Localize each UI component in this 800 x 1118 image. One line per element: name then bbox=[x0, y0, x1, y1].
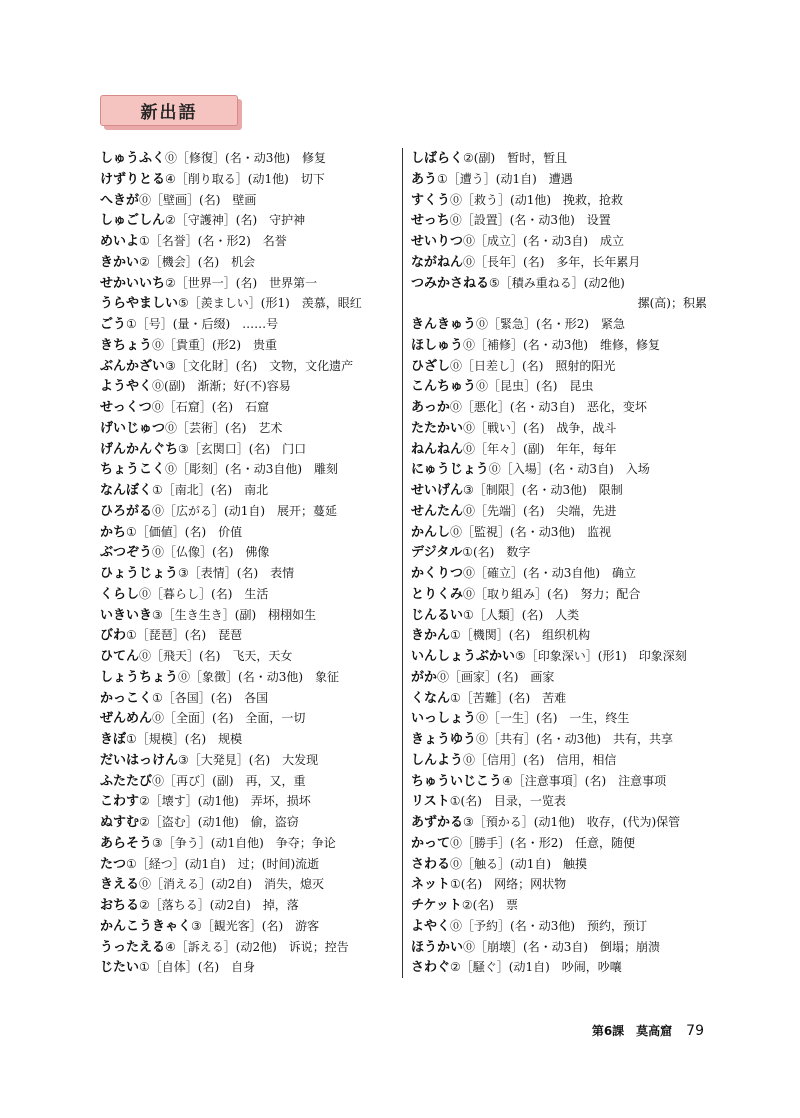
section-title: 新出語 bbox=[100, 95, 238, 126]
vocab-reading: チケット bbox=[411, 898, 462, 913]
vocab-definition: ③［玄関口］(名) 门口 bbox=[178, 441, 307, 456]
vocab-definition: ⓪［緊急］(名・形2) 紧急 bbox=[476, 317, 626, 331]
vocab-reading: かって bbox=[411, 835, 451, 851]
vocab-definition: ①［遭う］(动1自) 遭遇 bbox=[437, 171, 573, 186]
vocab-reading: しゅうふく bbox=[100, 151, 166, 166]
vocab-reading: うらやましい bbox=[100, 296, 179, 312]
vocab-definition: ⓪［消える］(动2自) 消失，熄灭 bbox=[139, 877, 325, 892]
vocab-reading: ぶつぞう bbox=[100, 545, 153, 561]
vocab-reading: ようやく bbox=[100, 379, 153, 395]
vocab-entry bbox=[100, 397, 396, 418]
vocab-reading: しょうちょう bbox=[100, 669, 179, 685]
vocab-reading: ひざし bbox=[411, 358, 451, 374]
vocab-definition: ⓪［再び］(副) 再，又，重 bbox=[152, 773, 306, 788]
vocab-entry bbox=[100, 231, 396, 252]
vocab-entry bbox=[411, 750, 707, 771]
vocab-definition: ②(副) 暂时，暂且 bbox=[463, 151, 568, 165]
vocab-definition: ②［落ちる］(动2自) 掉，落 bbox=[139, 898, 299, 912]
vocab-definition: ③［争う］(动1自他) 争夺；争论 bbox=[152, 835, 336, 850]
vocab-reading: きょうゆう bbox=[411, 732, 477, 747]
vocab-definition: ①［価値］(名) 价值 bbox=[126, 524, 243, 539]
vocab-reading: めいよ bbox=[100, 234, 140, 249]
vocab-entry bbox=[411, 418, 707, 439]
vocab-entry bbox=[411, 376, 707, 397]
vocab-reading: ぬすむ bbox=[100, 815, 140, 830]
vocab-definition: ⓪［象徴］(名・动3他) 象征 bbox=[178, 669, 340, 684]
vocab-definition: ⓪［壁画］(名) 壁画 bbox=[139, 192, 257, 207]
vocab-reading: かんし bbox=[411, 524, 451, 540]
vocab-entry bbox=[411, 667, 707, 688]
vocab-reading: びわ bbox=[100, 628, 127, 644]
vocab-entry bbox=[411, 169, 707, 190]
vocab-reading: がか bbox=[411, 669, 438, 685]
vocab-definition: ⓪［崩壊］(名・动3自) 倒塌；崩溃 bbox=[463, 939, 661, 954]
vocab-definition: ②［壊す］(动1他) 弄坏，损坏 bbox=[139, 794, 311, 809]
vocab-entry bbox=[411, 791, 707, 812]
vocab-entry bbox=[411, 957, 707, 978]
vocab-entry bbox=[411, 563, 707, 584]
vocab-entry bbox=[411, 210, 707, 231]
vocab-entry bbox=[100, 812, 396, 833]
vocab-entry bbox=[100, 522, 396, 543]
vocab-reading: さわる bbox=[411, 856, 451, 872]
vocab-entry bbox=[100, 605, 396, 626]
vocab-reading: あずかる bbox=[411, 815, 464, 830]
vocab-definition: ⓪［暮らし］(名) 生活 bbox=[139, 586, 269, 601]
vocab-definition: ⓪［悪化］(名・动3自) 恶化，变坏 bbox=[449, 400, 647, 414]
vocab-entry bbox=[100, 480, 396, 501]
vocab-definition: ⓪［勝手］(名・形2) 任意，随便 bbox=[450, 835, 636, 850]
vocab-entry bbox=[411, 356, 707, 377]
vocab-definition: 摞(高)；积累 bbox=[637, 296, 707, 311]
vocab-entry bbox=[100, 210, 396, 231]
vocab-reading: デジタル bbox=[411, 545, 463, 561]
vocab-reading: せいげん bbox=[411, 483, 464, 498]
vocab-definition: ⓪［石窟］(名) 石窟 bbox=[151, 400, 270, 414]
vocab-entry bbox=[100, 148, 396, 169]
vocab-definition: ⓪［飛天］(名) 飞天，天女 bbox=[139, 649, 293, 663]
vocab-reading: しんよう bbox=[411, 752, 464, 768]
vocab-entry bbox=[100, 895, 396, 916]
vocab-entry bbox=[411, 729, 707, 750]
vocab-definition: ③［表情］(名) 表情 bbox=[178, 566, 295, 580]
vocab-entry bbox=[100, 501, 396, 522]
vocab-definition: ①［規模］(名) 规模 bbox=[126, 732, 243, 746]
vocab-definition: ⓪［取り組み］(名) 努力；配合 bbox=[463, 586, 641, 601]
vocab-reading: じたい bbox=[100, 960, 140, 976]
vocab-definition: ②［盗む］(动1他) 偷，盗窃 bbox=[139, 815, 299, 829]
vocab-entry bbox=[411, 895, 707, 916]
vocab-definition: ⓪［一生］(名) 一生，终生 bbox=[476, 711, 630, 726]
vocab-reading: せっち bbox=[411, 213, 450, 229]
vocab-definition: ⓪［仏像］(名) 佛像 bbox=[152, 545, 270, 560]
vocab-reading: ほしゅう bbox=[411, 337, 464, 353]
vocab-definition: ⓪［広がる］(动1自) 展开；蔓延 bbox=[152, 503, 338, 518]
vocab-column-left bbox=[100, 148, 396, 978]
vocab-entry bbox=[100, 957, 396, 978]
vocab-entry bbox=[100, 356, 396, 377]
vocab-definition: ⓪［設置］(名・动3他) 设置 bbox=[449, 213, 611, 228]
vocab-reading: ひょうじょう bbox=[100, 566, 179, 581]
vocab-reading: きちょう bbox=[100, 337, 153, 353]
vocab-definition: ⓪［予約］(名・动3他) 预约，预订 bbox=[450, 918, 648, 933]
vocab-definition: ⓪［共有］(名・动3他) 共有，共享 bbox=[476, 732, 674, 746]
vocab-reading: だいはっけん bbox=[100, 752, 179, 768]
vocab-reading: うったえる bbox=[100, 939, 166, 955]
vocab-definition: ①［機関］(名) 组织机构 bbox=[450, 628, 591, 643]
vocab-reading: せんたん bbox=[411, 503, 464, 519]
vocab-entry bbox=[100, 314, 396, 335]
vocab-reading: ちゅういじこう bbox=[411, 773, 503, 789]
vocab-entry bbox=[411, 771, 707, 792]
vocab-definition: ⓪(副) 渐渐；好(不)容易 bbox=[152, 379, 291, 394]
vocab-entry bbox=[100, 833, 396, 854]
vocab-reading: しゅごしん bbox=[100, 213, 166, 229]
vocab-reading: つみかさねる bbox=[411, 275, 490, 291]
vocab-entry bbox=[411, 397, 707, 418]
vocab-reading: ちょうこく bbox=[100, 462, 166, 478]
vocab-entry bbox=[100, 874, 396, 895]
vocab-reading: たつ bbox=[100, 856, 127, 872]
vocab-definition: ①［自体］(名) 自身 bbox=[139, 960, 256, 975]
vocab-reading: せっくつ bbox=[100, 400, 152, 415]
vocab-definition: ②［機会］(名) 机会 bbox=[139, 254, 256, 269]
vocab-reading: せかいいち bbox=[100, 275, 166, 291]
vocab-entry bbox=[411, 314, 707, 335]
vocab-reading: きぼ bbox=[100, 732, 127, 747]
vocab-reading: へきが bbox=[100, 192, 140, 208]
vocab-definition: ⓪［昆虫］(名) 昆虫 bbox=[476, 379, 594, 394]
vocab-entry bbox=[411, 688, 707, 709]
vocab-entry bbox=[411, 252, 707, 273]
vocab-entry bbox=[100, 791, 396, 812]
vocab-entry bbox=[411, 646, 707, 667]
vocab-reading: きえる bbox=[100, 877, 140, 893]
vocab-entry bbox=[411, 708, 707, 729]
vocab-reading: あらそう bbox=[100, 835, 153, 851]
page-number: 79 bbox=[686, 1023, 704, 1039]
vocab-entry bbox=[411, 605, 707, 626]
vocab-reading: とりくみ bbox=[411, 586, 464, 602]
vocab-definition: ③［預かる］(动1他) 收存，(代为)保管 bbox=[463, 815, 681, 829]
vocab-definition: ①［名誉］(名・形2) 名誉 bbox=[139, 234, 287, 248]
vocab-reading: ふたたび bbox=[100, 773, 153, 789]
vocab-reading: いんしょうぶかい bbox=[411, 649, 516, 664]
vocab-reading: ごう bbox=[100, 317, 127, 332]
vocab-definition: ①［号］(量・后缀) ……号 bbox=[126, 317, 279, 331]
vocab-entry bbox=[100, 439, 396, 460]
vocab-definition: ⓪［成立］(名・动3自) 成立 bbox=[463, 234, 625, 248]
vocab-definition: ⑤［羨ましい］(形1) 羡慕，眼红 bbox=[178, 296, 362, 311]
vocab-entry bbox=[100, 273, 396, 294]
vocab-reading: ネット bbox=[411, 877, 451, 893]
vocab-entry bbox=[100, 563, 396, 584]
vocab-definition: ②［騒ぐ］(动1自) 吵闹，吵嚷 bbox=[450, 960, 622, 975]
vocab-entry bbox=[411, 584, 707, 605]
vocab-definition: ⓪［貴重］(形2) 贵重 bbox=[152, 337, 278, 352]
vocab-definition: ①(名) 目录，一览表 bbox=[449, 794, 566, 809]
vocab-entry bbox=[411, 273, 707, 294]
vocab-entry bbox=[100, 252, 396, 273]
vocab-entry bbox=[100, 335, 396, 356]
vocab-definition: ③［制限］(名・动3他) 限制 bbox=[463, 483, 623, 497]
vocab-definition: ⓪［信用］(名) 信用，相信 bbox=[463, 752, 617, 767]
vocab-entry bbox=[100, 771, 396, 792]
section-banner bbox=[100, 95, 241, 129]
vocab-reading: げいじゅつ bbox=[100, 420, 166, 436]
column-divider bbox=[402, 148, 403, 978]
vocab-entry bbox=[100, 688, 396, 709]
vocab-entry bbox=[411, 293, 707, 314]
vocab-definition: ⓪［入場］(名・动3自) 入场 bbox=[488, 462, 650, 477]
vocab-definition: ④［注意事項］(名) 注意事项 bbox=[502, 773, 667, 788]
vocab-reading: いきいき bbox=[100, 607, 153, 623]
vocab-entry bbox=[100, 937, 396, 958]
vocab-entry bbox=[411, 937, 707, 958]
vocab-reading: きかん bbox=[411, 628, 451, 644]
vocab-entry bbox=[411, 501, 707, 522]
vocab-entry bbox=[100, 625, 396, 646]
vocab-definition: ⓪［補修］(名・动3他) 维修，修复 bbox=[463, 337, 661, 352]
vocab-reading: かくりつ bbox=[411, 566, 464, 581]
vocab-entry bbox=[100, 376, 396, 397]
vocab-definition: ④［削り取る］(动1他) 切下 bbox=[165, 171, 325, 186]
vocab-entry bbox=[100, 854, 396, 875]
vocab-entry bbox=[411, 916, 707, 937]
vocab-definition: ②［守護神］(名) 守护神 bbox=[165, 213, 306, 228]
vocab-definition: ①［各国］(名) 各国 bbox=[152, 690, 269, 705]
vocab-entry bbox=[411, 833, 707, 854]
vocab-reading: ほうかい bbox=[411, 939, 464, 955]
vocab-definition: ③［観光客］(名) 游客 bbox=[191, 918, 320, 933]
vocab-definition: ⓪［触る］(动1自) 触摸 bbox=[450, 856, 588, 871]
vocab-reading: こんちゅう bbox=[411, 379, 477, 395]
vocab-reading: ひろがる bbox=[100, 503, 153, 519]
vocab-reading: くらし bbox=[100, 586, 140, 602]
vocab-entry bbox=[100, 646, 396, 667]
vocab-definition: ③［生き生き］(副) 栩栩如生 bbox=[152, 607, 317, 622]
lesson-title: 第6課 莫高窟 bbox=[591, 1024, 673, 1038]
vocab-definition: ①(名) 数字 bbox=[462, 545, 531, 560]
vocab-reading: なんぼく bbox=[100, 483, 153, 498]
vocab-entry bbox=[411, 148, 707, 169]
vocab-reading: あっか bbox=[411, 400, 450, 415]
vocab-definition: ⓪［彫刻］(名・动3自他) 雕刻 bbox=[165, 462, 339, 477]
page-footer bbox=[592, 1022, 704, 1039]
vocab-reading: さわぐ bbox=[411, 960, 451, 976]
vocab-entry bbox=[411, 542, 707, 563]
vocab-definition: ⓪［長年］(名) 多年，长年累月 bbox=[463, 254, 641, 269]
vocab-entry bbox=[100, 293, 396, 314]
vocab-definition: ①［苦難］(名) 苦难 bbox=[450, 690, 567, 705]
vocab-definition: ①［経つ］(动1自) 过；(时间)流逝 bbox=[126, 856, 320, 871]
vocab-entry bbox=[100, 418, 396, 439]
vocab-reading: かち bbox=[100, 524, 127, 540]
vocab-definition: ③［大発見］(名) 大发现 bbox=[178, 752, 319, 767]
vocab-entry bbox=[100, 667, 396, 688]
vocab-reading: くなん bbox=[411, 690, 451, 706]
vocab-reading: ぜんめん bbox=[100, 711, 153, 727]
vocab-reading: よやく bbox=[411, 918, 451, 934]
vocab-entry bbox=[411, 459, 707, 480]
vocab-entry bbox=[411, 522, 707, 543]
vocab-definition: ③［文化財］(名) 文物，文化遗产 bbox=[165, 358, 354, 373]
vocab-reading: きんきゅう bbox=[411, 317, 477, 332]
vocab-definition: ⓪［救う］(动1他) 挽救，抢救 bbox=[450, 192, 624, 207]
vocab-entry bbox=[411, 812, 707, 833]
vocab-reading: ながねん bbox=[411, 254, 464, 270]
vocab-reading: せいりつ bbox=[411, 234, 464, 249]
vocab-reading: リスト bbox=[411, 794, 450, 810]
vocab-reading: かんこうきゃく bbox=[100, 918, 192, 934]
vocab-reading: かっこく bbox=[100, 690, 153, 706]
vocab-definition: ⓪［監視］(名・动3他) 监视 bbox=[450, 524, 612, 539]
vocab-entry bbox=[411, 480, 707, 501]
vocab-entry bbox=[100, 190, 396, 211]
vocab-entry bbox=[100, 542, 396, 563]
vocab-reading: たたかい bbox=[411, 420, 464, 436]
vocab-reading: にゅうじょう bbox=[411, 462, 489, 478]
vocab-definition: ①［人類］(名) 人类 bbox=[463, 607, 580, 622]
vocab-entry bbox=[411, 874, 707, 895]
vocab-definition: ⓪［修復］(名・动3他) 修复 bbox=[165, 151, 327, 165]
vocab-reading: ぶんかざい bbox=[100, 358, 166, 374]
vocab-entry bbox=[100, 729, 396, 750]
vocab-definition: ⓪［芸術］(名) 艺术 bbox=[165, 420, 283, 435]
vocab-reading: ねんねん bbox=[411, 441, 464, 457]
vocab-definition: ②［世界一］(名) 世界第一 bbox=[165, 275, 318, 290]
vocab-reading: しばらく bbox=[411, 151, 464, 166]
vocab-entry bbox=[100, 708, 396, 729]
vocab-definition: ⑤［積み重ねる］(动2他) bbox=[489, 275, 625, 290]
vocab-reading: こわす bbox=[100, 794, 140, 810]
vocab-entry bbox=[411, 854, 707, 875]
vocab-definition: ②(名) 票 bbox=[461, 898, 518, 912]
vocab-entry bbox=[411, 439, 707, 460]
vocab-definition: ①［南北］(名) 南北 bbox=[152, 483, 269, 497]
vocab-definition: ⑤［印象深い］(形1) 印象深刻 bbox=[515, 649, 687, 663]
vocab-reading: げんかんぐち bbox=[100, 441, 179, 457]
vocab-reading: けずりとる bbox=[100, 171, 166, 187]
vocab-entry bbox=[100, 916, 396, 937]
vocab-definition: ⓪［確立］(名・动3自他) 确立 bbox=[463, 566, 637, 580]
vocab-reading: ひてん bbox=[100, 649, 140, 664]
vocab-entry bbox=[411, 335, 707, 356]
vocab-reading: じんるい bbox=[411, 607, 464, 623]
vocab-entry bbox=[100, 169, 396, 190]
vocab-definition: ④［訴える］(动2他) 诉说；控告 bbox=[165, 939, 349, 954]
vocab-definition: ⓪［日差し］(名) 照射的阳光 bbox=[450, 358, 616, 373]
vocab-reading: きかい bbox=[100, 254, 140, 270]
vocab-definition: ⓪［画家］(名) 画家 bbox=[437, 669, 555, 684]
vocab-definition: ①(名) 网络；网状物 bbox=[450, 877, 567, 892]
vocab-definition: ⓪［全面］(名) 全面，一切 bbox=[152, 711, 306, 726]
vocab-entry bbox=[100, 750, 396, 771]
vocab-entry bbox=[100, 459, 396, 480]
vocab-definition: ⓪［戦い］(名) 战争，战斗 bbox=[463, 420, 617, 435]
vocab-definition: ⓪［年々］(副) 年年，每年 bbox=[463, 441, 617, 456]
vocab-reading: おちる bbox=[100, 898, 140, 913]
vocab-definition: ⓪［先端］(名) 尖端，先进 bbox=[463, 503, 617, 518]
vocab-entry bbox=[411, 231, 707, 252]
vocab-entry bbox=[411, 190, 707, 211]
vocab-reading: すくう bbox=[411, 192, 451, 208]
vocab-entry bbox=[100, 584, 396, 605]
vocab-reading: あう bbox=[411, 171, 438, 187]
vocab-entry bbox=[411, 625, 707, 646]
vocab-definition: ①［琵琶］(名) 琵琶 bbox=[126, 628, 243, 643]
vocab-reading: いっしょう bbox=[411, 711, 477, 727]
vocab-column-right bbox=[411, 148, 707, 978]
